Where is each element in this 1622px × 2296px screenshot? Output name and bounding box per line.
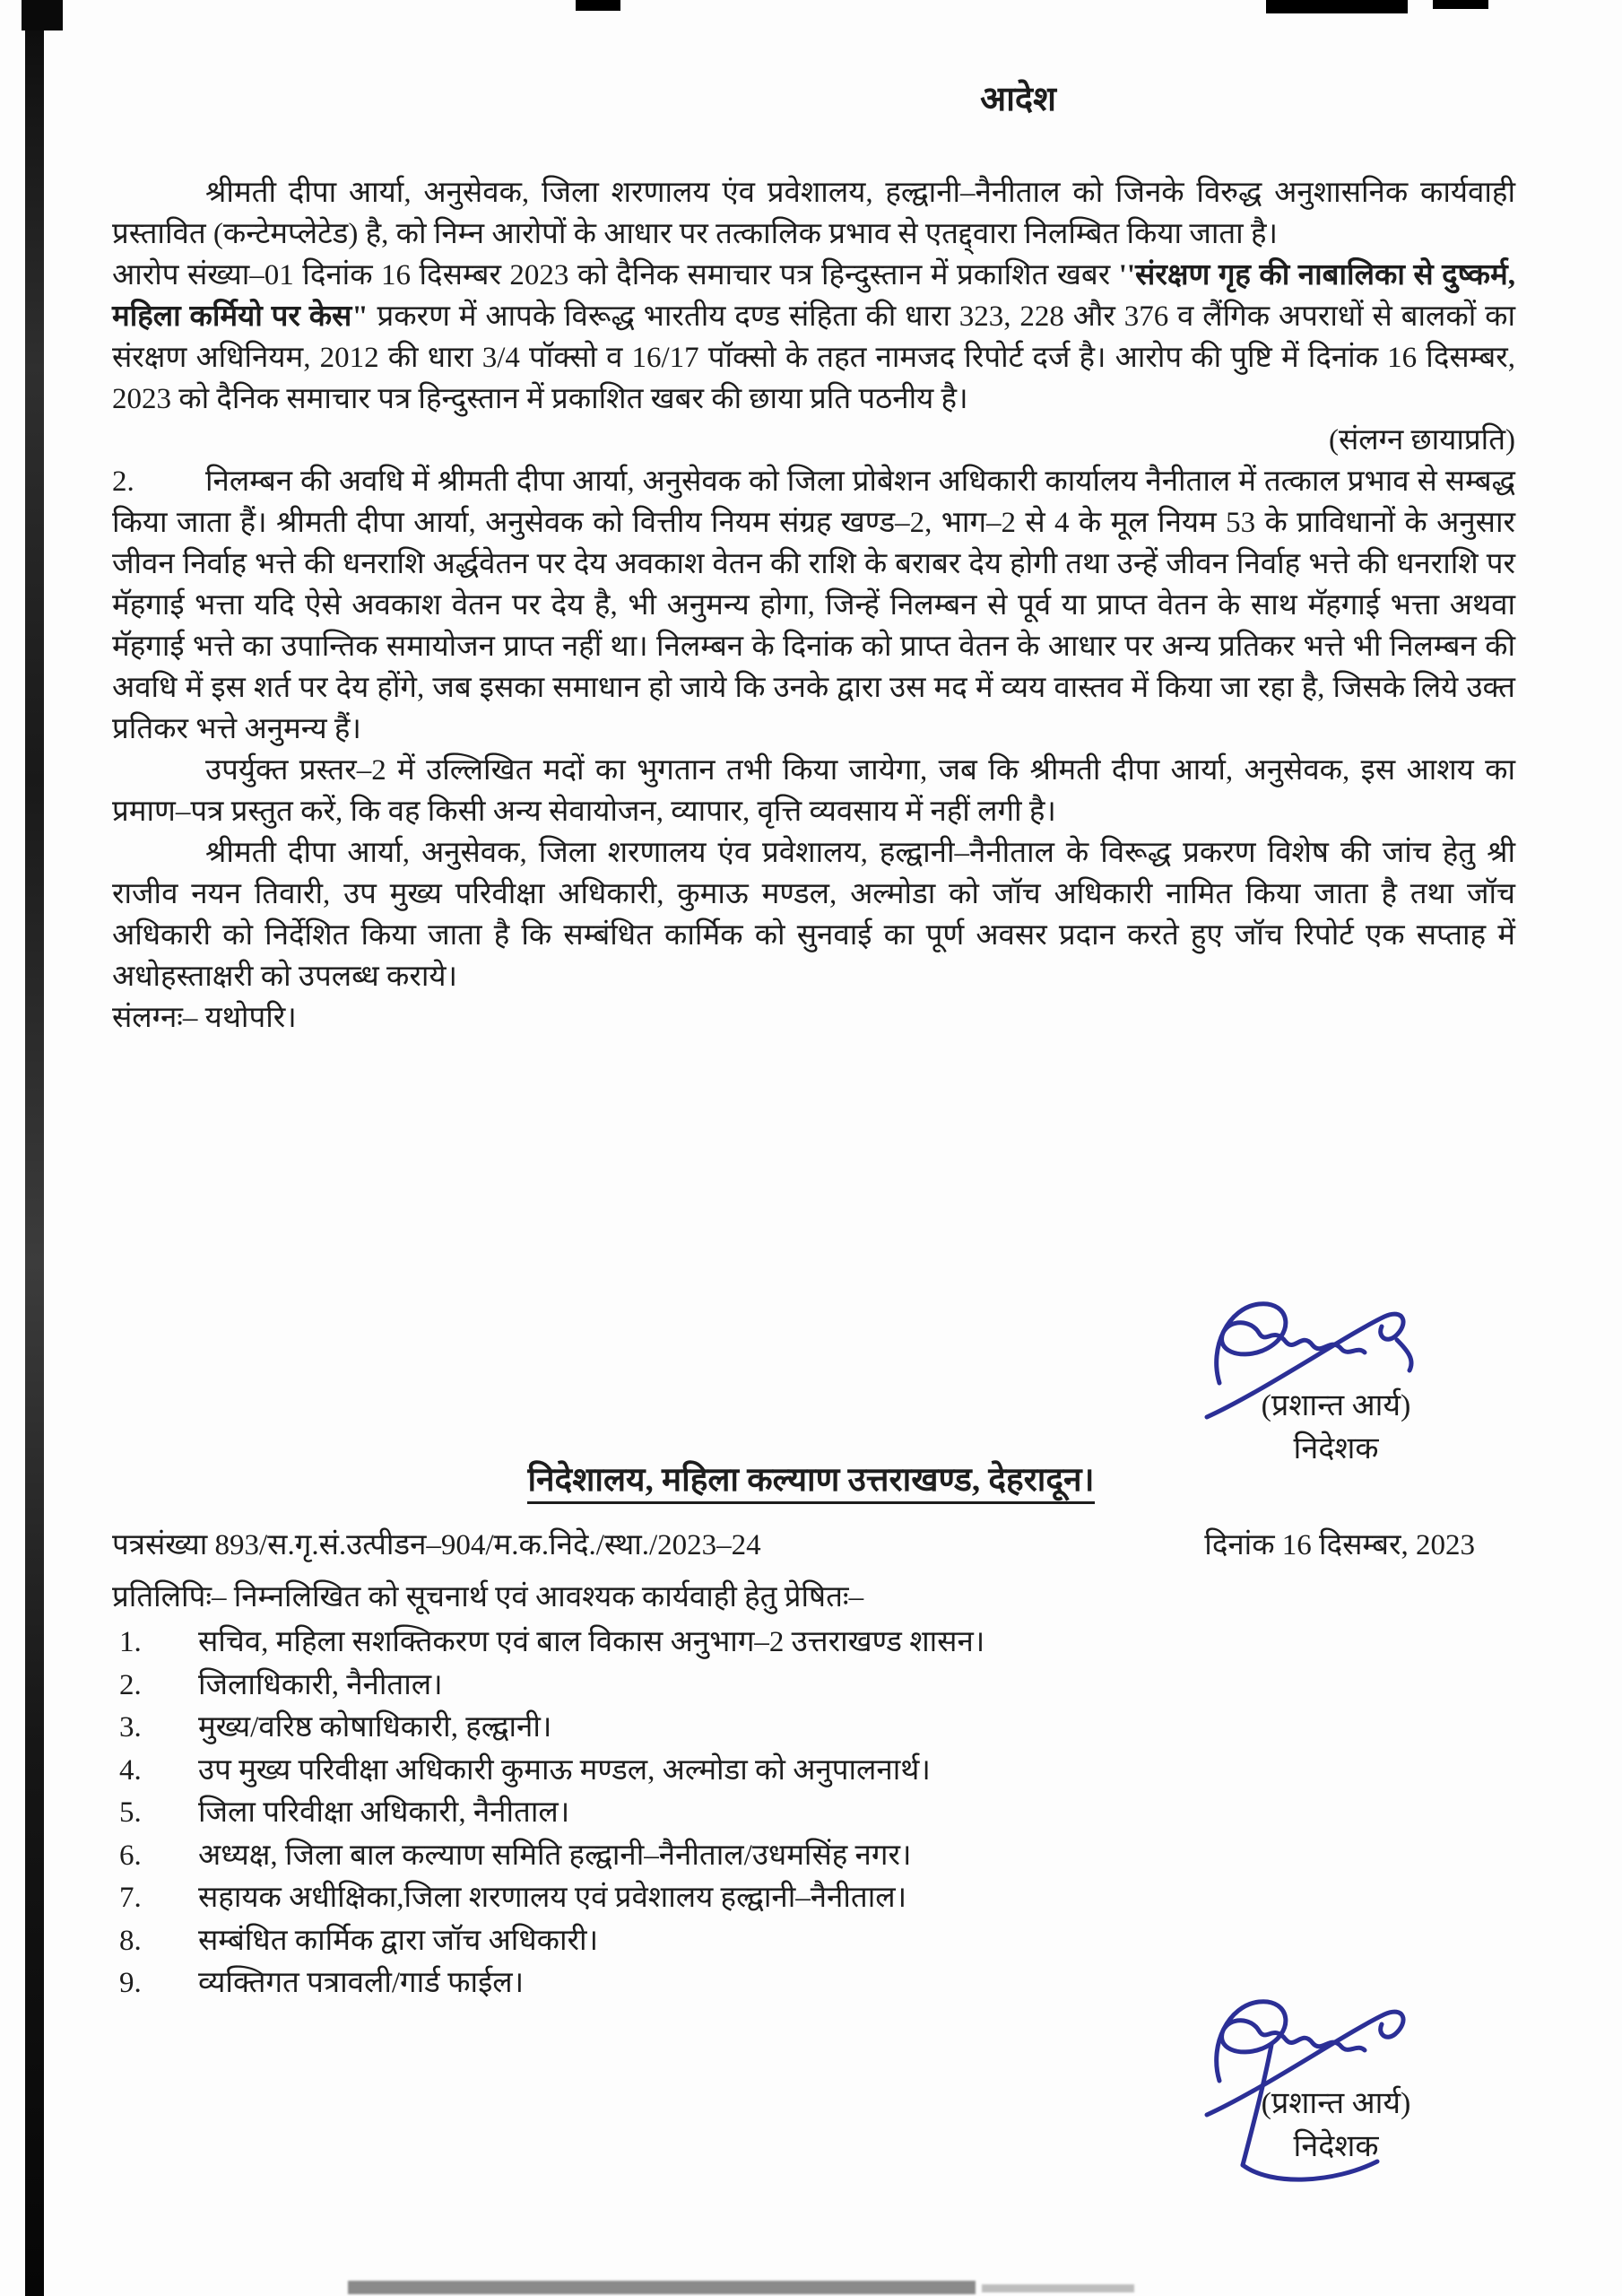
signatory-name: (प्रशान्त आर्य) — [1261, 1389, 1411, 1422]
list-item: 6. अध्यक्ष, जिला बाल कल्याण समिति हल्द्वानी–नैनीताल/उधमसिंह नगर। — [119, 1839, 912, 1872]
letter-number: पत्रसंख्या 893/स.गृ.सं.उत्पीडन–904/म.क.निदे./स्था./2023–24 — [112, 1529, 761, 1561]
attachment-note: (संलग्न छायाप्रति) — [1329, 424, 1515, 457]
charge-paragraph — [112, 255, 1515, 420]
signatory-designation: निदेशक — [1293, 1432, 1379, 1465]
list-item: 1. सचिव, महिला सशक्तिकरण एवं बाल विकास अनुभाग–2 उत्तराखण्ड शासन। — [119, 1626, 985, 1658]
list-item: 9. व्यक्तिगत पत्रावली/गार्ड फाईल। — [119, 1967, 525, 1999]
reference-row — [112, 1525, 1515, 1566]
payment-condition-paragraph: उपर्युक्त प्रस्तर–2 में उल्लिखित मदों का भुगतान तभी किया जायेगा, जब कि श्रीमती दीपा आर्या, अनुसेवक, इस आशय का प्रमाण–पत्र प्रस्तुत करें, कि वह किसी अन्य सेवायोजन, व्यापार, वृत्ति व्यवसाय में नहीं लगी है। — [112, 754, 1515, 828]
list-item: 7. सहायक अधीक्षिका,जिला शरणालय एवं प्रवेशालय हल्द्वानी–नैनीताल। — [119, 1882, 907, 1914]
scan-top-mark — [576, 0, 620, 11]
inquiry-officer-paragraph: श्रीमती दीपा आर्या, अनुसेवक, जिला शरणालय एंव प्रवेशालय, हल्द्वानी–नैनीताल के विरूद्ध प्रकरण विशेष की जांच हेतु श्री राजीव नयन तिवारी, उप मुख्य परिवीक्षा अधिकारी, कुमाऊ मण्डल, अल्मोडा को जॉच अधिकारी नामित किया जाता है तथा जॉच अधिकारी को निर्देशित किया जाता है कि सम्बंधित कार्मिक को सुनवाई का पूर्ण अवसर प्रदान करते हुए जॉच रिपोर्ट एक सप्ताह में अधोहस्ताक्षरी को उपलब्ध कराये। — [112, 837, 1515, 993]
signatory-designation: निदेशक — [1293, 2130, 1379, 2163]
office-line: निदेशालय, महिला कल्याण उत्तराखण्ड, देहरादून। — [0, 1455, 1622, 1500]
charge-label: आरोप संख्या–01 — [112, 259, 294, 291]
scan-edge-strip — [25, 0, 44, 2296]
paragraph-number: 2. — [112, 465, 134, 498]
scan-bottom-mark — [348, 2281, 976, 2294]
suspension-terms-paragraph — [112, 461, 1515, 750]
list-item: 2. जिलाधिकारी, नैनीताल। — [119, 1668, 443, 1701]
scan-corner-mark — [22, 0, 63, 30]
intro-paragraph: श्रीमती दीपा आर्या, अनुसेवक, जिला शरणालय एंव प्रवेशालय, हल्द्वानी–नैनीताल को जिनके विरुद्ध अनुशासनिक कार्यवाही प्रस्तावित (कन्टेमप्लेटेड) है, को निम्न आरोपों के आधार पर तत्कालिक प्रभाव से एतद्द्वारा निलम्बित किया जाता है। — [112, 177, 1515, 250]
scan-top-mark — [1433, 0, 1488, 9]
list-item: 8. सम्बंधित कार्मिक द्वारा जॉच अधिकारी। — [119, 1924, 599, 1957]
page-title: आदेश — [980, 81, 1056, 118]
charge-text-after-quote: प्रकरण में आपके विरूद्ध भारतीय दण्ड संहिता की धारा 323, 228 और 376 व लैंगिक अपराधों से बालकों का संरक्षण अधिनियम, 2012 की धारा 3/4 पॉक्सो व 16/17 पॉक्सो के तहत नामजद रिपोर्ट दर्ज है। आरोप की पुष्टि में दिनांक 16 दिसम्बर, 2023 को दैनिक समाचार पत्र हिन्दुस्तान में प्रकाशित खबर की छाया प्रति पठनीय है। — [112, 300, 1515, 415]
scan-top-mark — [1266, 0, 1408, 13]
signature-block — [1201, 1998, 1470, 2167]
list-item: 4. उप मुख्य परिवीक्षा अधिकारी कुमाऊ मण्डल, अल्मोडा को अनुपालनार्थ। — [119, 1753, 931, 1787]
list-item: 5. जिला परिवीक्षा अधिकारी, नैनीताल। — [119, 1796, 570, 1829]
document-body — [112, 79, 1515, 1039]
enclosure-line: संलग्नः– यथोपरि। — [112, 1002, 297, 1034]
suspension-terms-text: निलम्बन की अवधि में श्रीमती दीपा आर्या, अनुसेवक को जिला प्रोबेशन अधिकारी कार्यालय नैनीताल में तत्काल प्रभाव से सम्बद्ध किया जाता हैं। श्रीमती दीपा आर्या, अनुसेवक को वित्तीय नियम संग्रह खण्ड–2, भाग–2 से 4 के मूल नियम 53 के प्राविधानों के अनुसार जीवन निर्वाह भत्ते की धनराशि अर्द्धवेतन पर देय अवकाश वेतन की राशि के बराबर देय होगी तथा उन्हें जीवन निर्वाह भत्ते की धनराशि पर मॅहगाई भत्ता यदि ऐसे अवकाश वेतन पर देय है, भी अनुमन्य होगा, जिन्हें निलम्बन से पूर्व या प्राप्त वेतन के साथ मॅहगाई भत्ता अथवा मॅहगाई भत्ते का उपान्तिक समायोजन प्राप्त नहीं था। निलम्बन के दिनांक को प्राप्त वेतन के आधार पर अन्य प्रतिकर भत्ते भी निलम्बन की अवधि में इस शर्त पर देय होंगे, जब इसका समाधान हो जाये कि उनके द्वारा उस मद में व्यय वास्तव में किया जा रहा है, जिसके लिये उक्त प्रतिकर भत्ते अनुमन्य हैं। — [112, 465, 1515, 745]
copies-list — [119, 1622, 1515, 2005]
signatory-name: (प्रशान्त आर्य) — [1261, 2087, 1411, 2120]
copies-heading: प्रतिलिपिः– निम्नलिखित को सूचनार्थ एवं आवश्यक कार्यवाही हेतु प्रेषितः– — [112, 1581, 864, 1613]
news-headline-quote: ''संरक्षण गृह की नाबालिका से दुष्कर्म, महिला कर्मियो पर केस" — [112, 259, 1515, 333]
letter-date: दिनांक 16 दिसम्बर, 2023 — [1204, 1529, 1475, 1561]
signature-block — [1201, 1300, 1470, 1469]
scan-bottom-mark — [982, 2284, 1134, 2292]
list-item: 3. मुख्य/वरिष्ठ कोषाधिकारी, हल्द्वानी। — [119, 1711, 552, 1744]
charge-text-before-quote: दिनांक 16 दिसम्बर 2023 को दैनिक समाचार पत्र हिन्दुस्तान में प्रकाशित खबर — [293, 259, 1119, 291]
